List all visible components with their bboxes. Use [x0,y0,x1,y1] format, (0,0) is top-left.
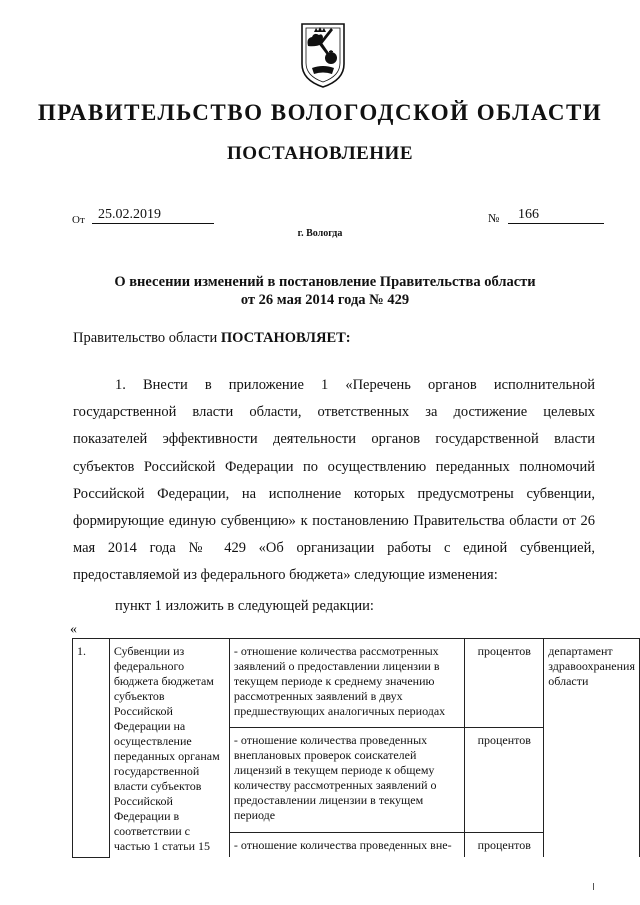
page-edge-mark [593,883,594,890]
document-number: 166 [508,206,604,224]
preamble [73,330,351,347]
subvention-cell: Субвенции из федерального бюджета бюджетам субъектов Российской Федерации на осуществление переданных органам государственной власти субъектов Российской Федерации в соответствии с частью 1 статьи 15 [109,639,229,858]
table-row [73,639,640,728]
indicator-cell: - отношение количества проведенных внеплановых проверок соискателей лицензий в текущем периоде к общему количеству рассмотренных заявлений о предоставлении лицензии в текущем периоде [229,727,464,832]
preamble-text: Правительство области [73,330,221,346]
opening-quote: « [70,622,77,637]
indicators-table [72,638,640,858]
city-label: г. Вологда [297,228,343,239]
document-type-heading: ПОСТАНОВЛЕНИЕ [226,143,414,164]
document-date: 25.02.2019 [92,206,214,224]
date-prefix-label: От [72,214,85,226]
unit-cell: процентов [465,832,544,857]
subject-line-2: от 26 мая 2014 года № 429 [240,292,410,308]
government-title: ПРАВИТЕЛЬСТВО ВОЛОГОДСКОЙ ОБЛАСТИ [37,100,603,125]
indicator-cell: - отношение количества рассмотренных заявлений о предоставлении лицензии в текущем периоде к среднему значению рассмотренных заявлений в двух предшествующих аналогичных периодах [229,639,464,728]
number-prefix-label: № [488,211,500,225]
paragraph-1 [73,372,595,590]
unit-cell: процентов [465,727,544,832]
subject-line-1: О внесении изменений в постановление Правительства области [114,274,536,290]
department-cell: департамент здравоохранения области [544,639,640,858]
unit-cell: процентов [465,639,544,728]
preamble-decree-word: ПОСТАНОВЛЯЕТ: [220,330,351,346]
paragraph-1-text: 1. Внести в приложение 1 «Перечень органов исполнительной государственной власти области, ответственных за достижение целевых показателей эффективности деятельности органов государственной власти субъектов Российской Федерации по осуществлению переданных полномочий Российской Федерации, на исполнение которых предусмотрены субвенции, формирующие единую субвенцию» к постановлению Правительства области от 26 мая 2014 года № 429 «Об организации работы с единой субвенцией, предоставляемой из федерального бюджета» следующие изменения: [73,377,595,584]
coat-of-arms-emblem [298,20,348,90]
paragraph-2: пункт 1 изложить в следующей редакции: [115,598,374,614]
row-number-cell: 1. [73,639,110,858]
indicator-cell: - отношение количества проведенных вне- [229,832,464,857]
document-subject [90,273,560,309]
